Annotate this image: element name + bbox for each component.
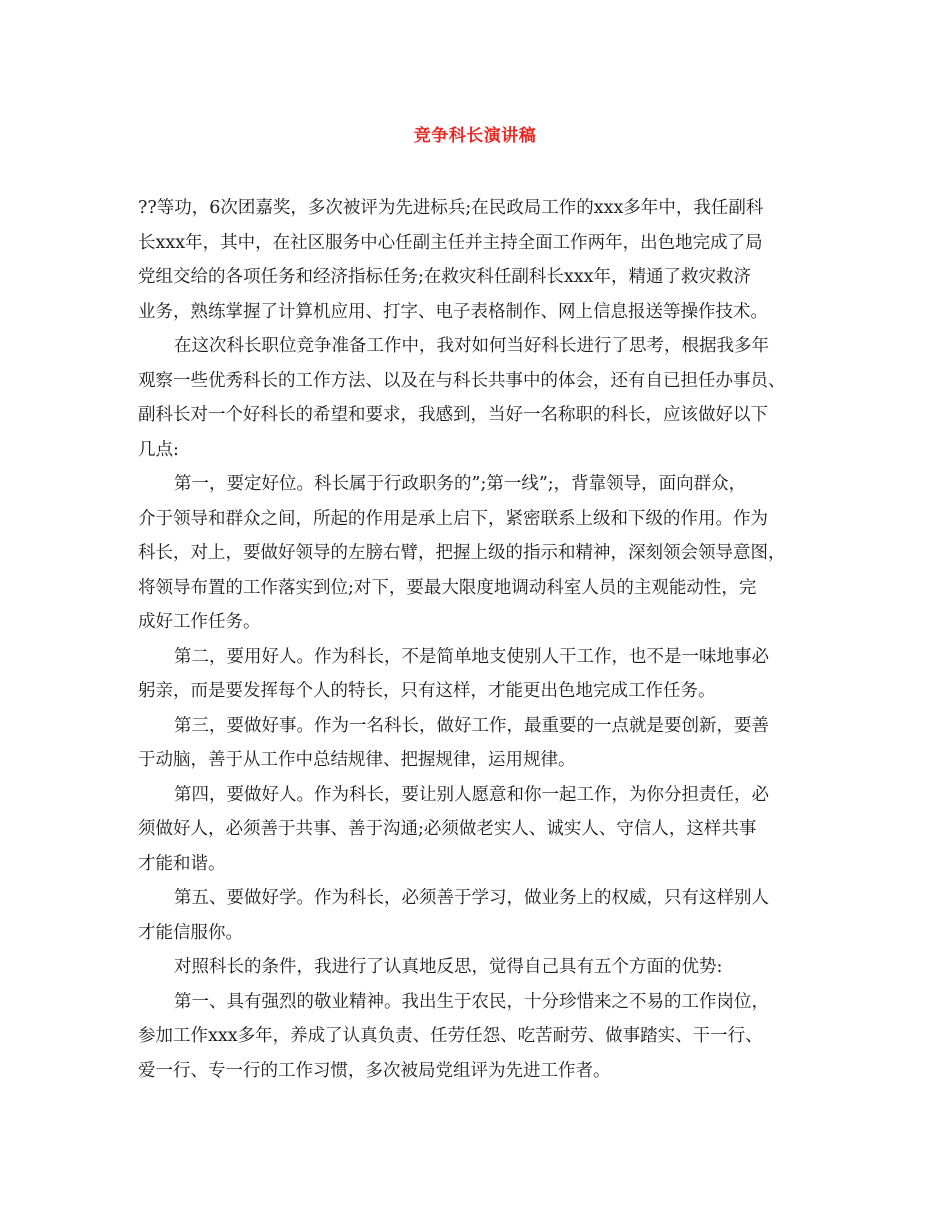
body-line: 第一、具有强烈的敬业精神。我出生于农民，十分珍惜来之不易的工作岗位， (174, 991, 769, 1012)
body-line: 党组交给的各项任务和经济指标任务;在救灾科任副科长xxx年，精通了救灾救济 (138, 267, 752, 287)
body-line: 须做好人，必须善于共事、善于沟通;必须做老实人、诚实人、守信人，这样共事 (138, 819, 757, 839)
body-line: 才能和谐。 (138, 853, 226, 874)
document-title: 竞争科长演讲稿 (413, 126, 537, 146)
body-line: 科长，对上，要做好领导的左膀右臂，把握上级的指示和精神，深刻领会领导意图， (138, 543, 786, 563)
body-line: 第二，要用好人。作为科长，不是简单地支使别人干工作，也不是一味地事必 (174, 646, 769, 667)
body-line: 第三，要做好事。作为一名科长，做好工作，最重要的一点就是要创新，要善 (174, 715, 769, 736)
body-line: 几点: (138, 439, 179, 460)
body-line: 参加工作xxx多年，养成了认真负责、任劳任怨、吃苦耐劳、做事踏实、干一行、 (138, 1026, 763, 1046)
body-line: 第五、要做好学。作为科长，必须善于学习，做业务上的权威，只有这样别人 (174, 888, 769, 908)
body-line: 将领导布置的工作落实到位;对下，要最大限度地调动科室人员的主观能动性，完 (138, 577, 757, 598)
body-line: 业务，熟练掌握了计算机应用、打字、电子表格制作、网上信息报送等操作技术。 (138, 301, 768, 322)
body-line: ??等功，6次团嘉奖，多次被评为先进标兵;在民政局工作的xxx多年中，我任副科 (138, 198, 764, 218)
body-line: 介于领导和群众之间，所起的作用是承上启下，紧密联系上级和下级的作用。作为 (138, 508, 768, 529)
body-line: 才能信服你。 (138, 922, 243, 943)
body-line: 第四，要做好人。作为科长，要让别人愿意和你一起工作，为你分担责任，必 (174, 784, 769, 805)
body-line: 长xxx年，其中，在社区服务中心任副主任并主持全面工作两年，出色地完成了局 (138, 232, 763, 253)
body-line: 对照科长的条件，我进行了认真地反思，觉得自己具有五个方面的优势: (174, 957, 723, 977)
body-line: 在这次科长职位竞争准备工作中，我对如何当好科长进行了思考，根据我多年 (174, 336, 769, 356)
body-line: 成好工作任务。 (138, 612, 261, 632)
body-line: 观察一些优秀科长的工作方法、以及在与科长共事中的体会，还有自已担任办事员、 (138, 370, 786, 391)
body-line: 躬亲，而是要发挥每个人的特长，只有这样，才能更出色地完成工作任务。 (138, 681, 716, 701)
body-line: 第一，要定好位。科长属于行政职务的”;第一线”;，背靠领导，面向群众， (174, 474, 747, 494)
body-line: 爱一行、专一行的工作习惯，多次被局党组评为先进工作者。 (138, 1060, 611, 1081)
body-line: 于动脑，善于从工作中总结规律、把握规律，运用规律。 (138, 750, 576, 770)
document-body (138, 191, 828, 1088)
body-line: 副科长对一个好科长的希望和要求，我感到，当好一名称职的科长，应该做好以下 (138, 405, 768, 425)
